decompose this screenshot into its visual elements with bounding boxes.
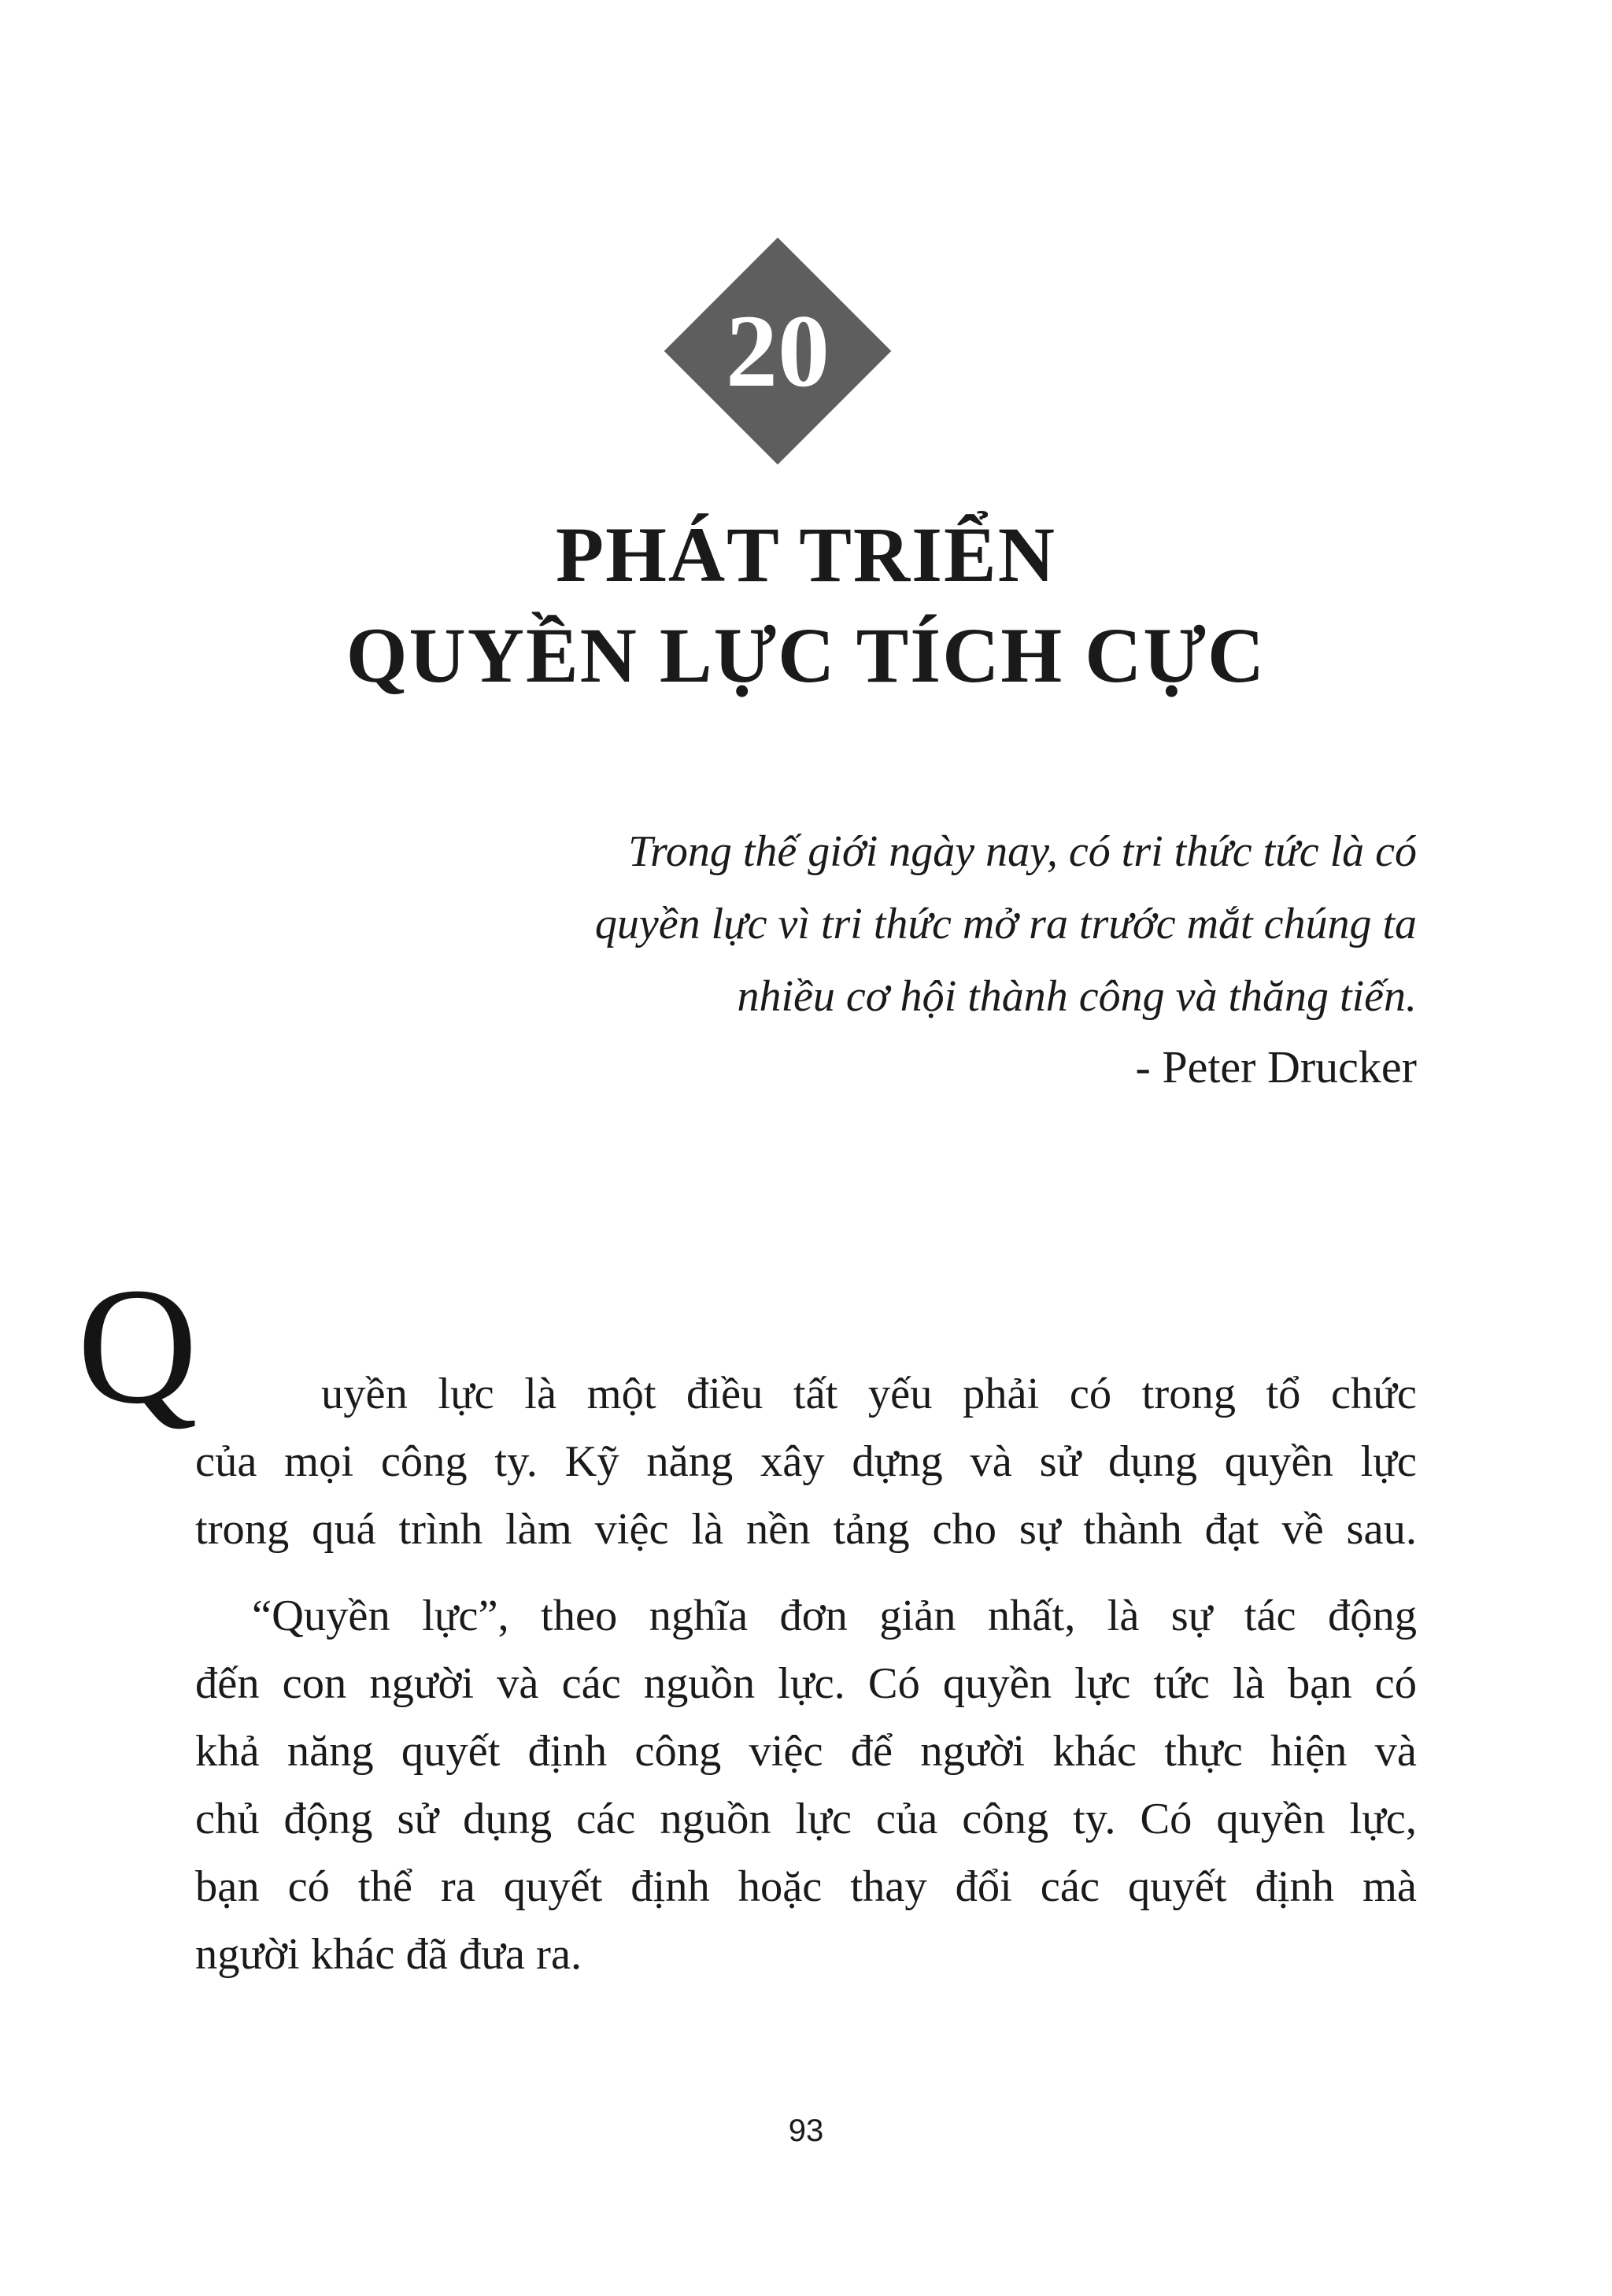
paragraph-line: bạn có thể ra quyết định hoặc thay đổi các quyết định mà <box>195 1862 1417 1911</box>
chapter-title-line-1: PHÁT TRIỂN <box>556 511 1056 598</box>
paragraph-line: đến con người và các nguồn lực. Có quyền lực tức là bạn có <box>195 1659 1417 1708</box>
paragraph-line: chủ động sử dụng các nguồn lực của công ty. Có quyền lực, <box>195 1795 1417 1843</box>
epigraph-quote <box>472 815 1417 1033</box>
chapter-number: 20 <box>726 293 830 409</box>
paragraph-2 <box>195 1582 1417 1988</box>
paragraph-line: “Quyền lực”, theo nghĩa đơn giản nhất, là sự tác động <box>252 1592 1417 1640</box>
paragraph-line: khả năng quyết định công việc để người khác thực hiện và <box>195 1727 1417 1776</box>
paragraph-1 <box>195 1360 1417 1563</box>
paragraph-line: uyền lực là một điều tất yếu phải có trong tổ chức <box>321 1370 1417 1418</box>
page-number: 93 <box>788 2113 824 2148</box>
epigraph-attribution: - Peter Drucker <box>1135 1041 1417 1093</box>
paragraph-line: trong quá trình làm việc là nền tảng cho sự thành đạt về sau. <box>195 1505 1417 1554</box>
chapter-title-line-2: QUYỀN LỰC TÍCH CỰC <box>346 612 1266 699</box>
epigraph-line: quyền lực vì tri thức mở ra trước mắt chúng ta <box>594 900 1417 948</box>
paragraph-line: người khác đã đưa ra. <box>195 1930 582 1979</box>
epigraph-line: nhiều cơ hội thành công và thăng tiến. <box>737 972 1417 1021</box>
drop-cap: Q <box>77 1253 198 1438</box>
paragraph-line: của mọi công ty. Kỹ năng xây dựng và sử dụng quyền lực <box>195 1437 1417 1486</box>
epigraph-line: Trong thế giới ngày nay, có tri thức tức là có <box>628 827 1417 876</box>
chapter-number-badge <box>664 238 891 464</box>
